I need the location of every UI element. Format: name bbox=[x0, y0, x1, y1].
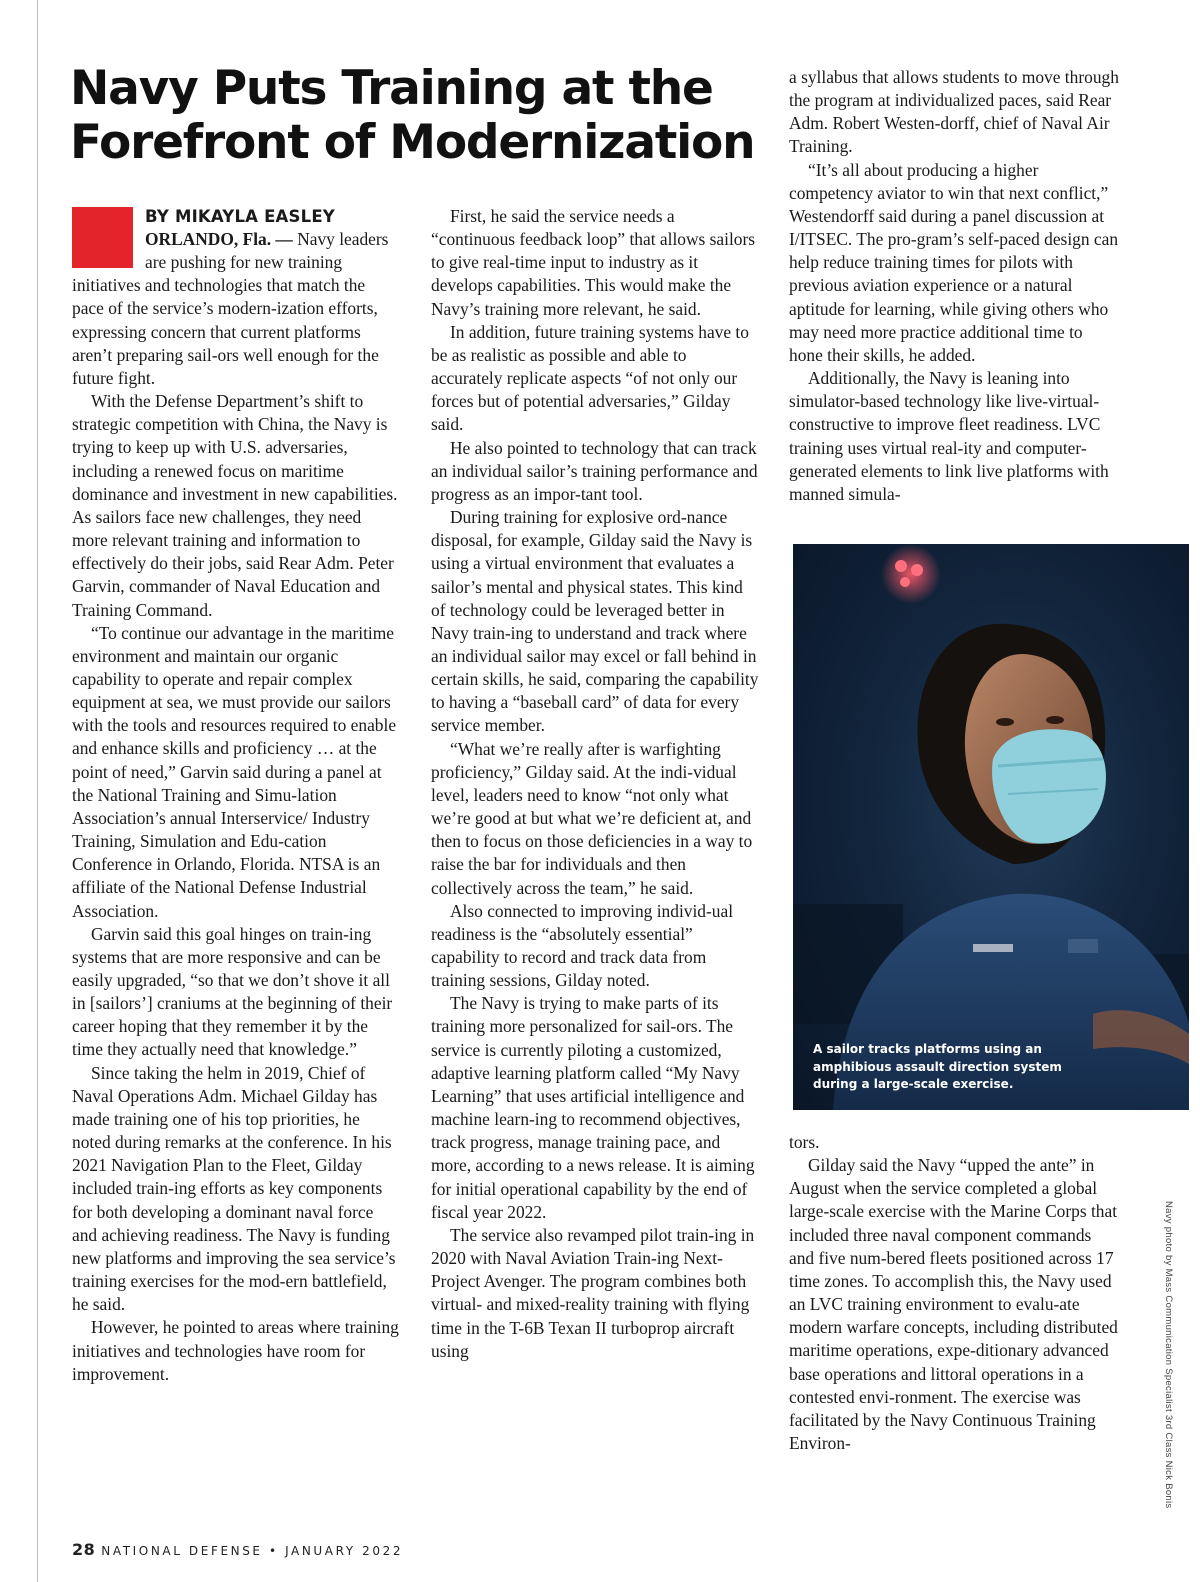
article-column-3-top bbox=[789, 66, 1119, 506]
paragraph: Also connected to improving individ-ual readiness is the “absolutely essential” capability to record and track data from training sessions, Gilday noted. bbox=[431, 900, 734, 991]
paragraph: During training for explosive ord-nance disposal, for example, Gilday said the Navy is using a virtual environment that evaluates a sailor’s mental and physical states. This kind of technology could be leveraged better in Navy train-ing to understand and track where an individual sailor may excel or fall behind in certain skills, he said, comparing the capability to having a “baseball card” of data for every service member. bbox=[431, 507, 759, 736]
photo-caption: A sailor tracks platforms using an amphibious assault direction system during a large-scale exercise. bbox=[813, 1042, 1062, 1091]
paragraph: The Navy is trying to make parts of its training more personalized for sail-ors. The service is currently piloting a customized, adaptive learning platform called “My Navy Learning” that uses artificial intelligence and machine learn-ing to recommend objectives, track progress, manage training pace, and more, according to a news release. It is aiming for initial operational capability by the end of fiscal year 2022. bbox=[431, 993, 755, 1222]
paragraph: First, he said the service needs a “continuous feedback loop” that allows sailors to give real-time input to industry as it develops capabilities. This would make the Navy’s training more relevant, he said. bbox=[431, 206, 756, 319]
paragraph: Garvin said this goal hinges on train-ing systems that are more responsive and can be easily upgraded, “so that we don’t shove it all in [sailors’] craniums at the beginning of their career hoping that they remember it by the time they actually need that knowledge.” bbox=[72, 923, 393, 1060]
paragraph: The service also revamped pilot train-ing in 2020 with Naval Aviation Train-ing Next-Project Avenger. The program combines both virtual- and mixed-reality training with flying time in the T-6B Texan II turboprop aircraft using bbox=[431, 1224, 755, 1361]
sailor-illustration bbox=[793, 544, 1189, 1110]
paragraph: Additionally, the Navy is leaning into simulator-based technology like live-virtual-constructive to improve fleet readiness. LVC training uses virtual real-ity and computer-generated elements to link live platforms with manned simula- bbox=[789, 368, 1109, 504]
article-headline: Navy Puts Training at the Forefront of Modernization bbox=[70, 61, 755, 170]
photo-credit: Navy photo by Mass Communication Specialist 3rd Class Nick Bonis bbox=[1163, 1201, 1174, 1509]
article-column-1 bbox=[72, 205, 400, 1386]
publication-info: NATIONAL DEFENSE • JANUARY 2022 bbox=[101, 1544, 404, 1558]
lead-text: Navy leaders are pushing for new training initiatives and technologies that match the pace of the service’s modern-ization efforts, expressing concern that current platforms aren’t preparing sail-ors well enough for the future fight. bbox=[72, 229, 389, 388]
article-column-3-bottom bbox=[789, 1131, 1119, 1455]
paragraph: With the Defense Department’s shift to strategic competition with China, the Navy is trying to keep up with U.S. adversaries, including a renewed focus on maritime dominance and investment in new capabilities. As sailors face new challenges, they need more relevant training and information to effectively do their jobs, said Rear Adm. Peter Garvin, commander of Naval Education and Training Command. bbox=[72, 391, 398, 620]
paragraph: “To continue our advantage in the maritime environment and maintain our organic capability to operate and repair complex equipment at sea, we must provide our sailors with the tools and resources required to enable and enhance skills and proficiency … at the point of need,” Garvin said during a panel at the National Training and Simu-lation Association’s annual Interservice/ Industry Training, Simulation and Edu-cation Conference in Orlando, Florida. NTSA is an affiliate of the National Defense Industrial Association. bbox=[72, 622, 397, 921]
page-footer bbox=[72, 1540, 403, 1559]
paragraph: “What we’re really after is warfighting proficiency,” Gilday said. At the indi-vidual level, leaders need to know “not only what we’re good at but what we’re deficient at, and then to focus on those deficiencies in a way to raise the bar for individuals and then collectively across the team,” he said. bbox=[431, 738, 753, 898]
paragraph: a syllabus that allows students to move through the program at individualized paces, said Rear Adm. Robert Westen-dorff, chief of Naval Air Training. bbox=[789, 67, 1119, 157]
page-number: 28 bbox=[72, 1540, 96, 1559]
paragraph: Gilday said the Navy “upped the ante” in August when the service completed a global large-scale exercise with the Marine Corps that included three naval component commands and five num-bered fleets positioned across 17 time zones. To accomplish this, the Navy used an LVC training environment to evalu-ate modern warfare concepts, including distributed maritime operations, expe-ditionary advanced base operations and littoral operations in a contested envi-ronment. The exercise was facilitated by the Navy Continuous Training Environ- bbox=[789, 1155, 1118, 1454]
article-photo bbox=[793, 544, 1189, 1110]
dateline: ORLANDO, Fla. — bbox=[145, 229, 293, 249]
page-edge-line bbox=[37, 0, 38, 1582]
paragraph: Since taking the helm in 2019, Chief of Naval Operations Adm. Michael Gilday has made training one of his top priorities, he noted during remarks at the conference. In his 2021 Navigation Plan to the Fleet, Gilday included train-ing efforts as key components for both developing a dominant naval force and achieving readiness. The Navy is funding new platforms and improving the sea service’s training exercises for the mod-ern battlefield, he said. bbox=[72, 1062, 396, 1315]
byline: BY MIKAYLA EASLEY bbox=[145, 207, 335, 226]
paragraph: tors. bbox=[789, 1132, 820, 1152]
paragraph: However, he pointed to areas where training initiatives and technologies have room for improvement. bbox=[72, 1317, 399, 1384]
red-accent-square bbox=[72, 207, 133, 268]
article-column-2 bbox=[431, 205, 761, 1363]
paragraph: In addition, future training systems have to be as realistic as possible and able to accurately replicate aspects “of not only our forces but of potential adversaries,” Gilday said. bbox=[431, 321, 749, 435]
paragraph: He also pointed to technology that can track an individual sailor’s training performance and progress as an impor-tant tool. bbox=[431, 437, 758, 504]
paragraph: “It’s all about producing a higher competency aviator to win that next conflict,” Westendorff said during a panel discussion at I/ITSEC. The pro-gram’s self-paced design can help reduce training times for pilots with previous aviation experience or a natural aptitude for learning, while giving others who may need more practice additional time to hone their skills, he added. bbox=[789, 159, 1119, 365]
